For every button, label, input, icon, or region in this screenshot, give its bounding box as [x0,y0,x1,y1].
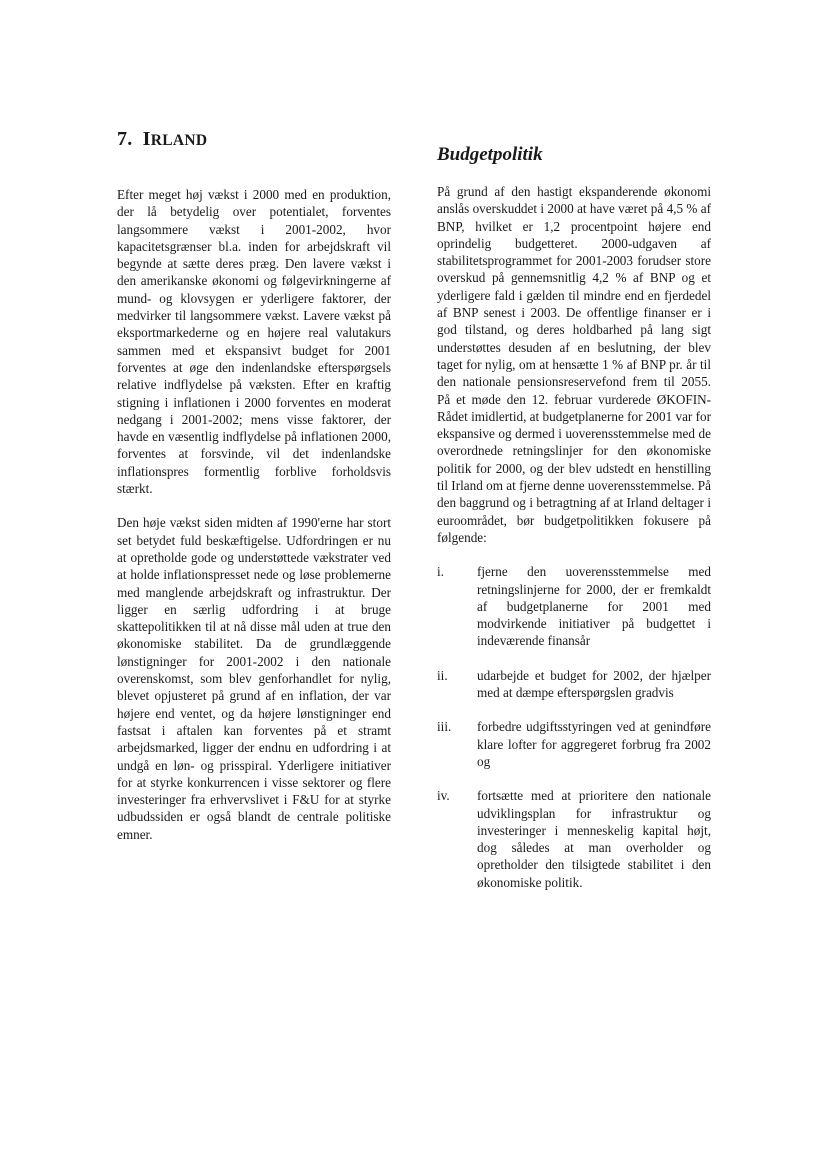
right-column [437,144,711,908]
left-paragraph-1: Efter meget høj vækst i 2000 med en produktion, der lå betydelig over potentialet, forventes langsommere vækst i 2001-2002, hvor kapacitetsgrænser bl.a. inden for arbejdskraft vil begynde at sætte deres præg. Den lavere vækst i den amerikanske økonomi og følgevirkningerne af mund- og klovsygen er yderligere faktorer, der medvirker til langsommere vækst. Lavere vækst på eksportmarkederne og en højere real valutakurs sammen med et ekspansivt budget for 2001 forventes at øge den indenlandske efterspørgsels relative indflydelse på væksten. Efter en kraftig stigning i inflationen i 2000 forventes en moderat nedgang i 2001-2002; mens visse faktorer, der havde en væsentlig indflydelse på inflationen 2000, forventes at forsvinde, vil det indenlandske inflationspres formentlig forblive forholdsvis stærkt. [117,187,391,497]
list-item-marker: iv. [437,788,450,804]
budget-policy-heading: Budgetpolitik [437,144,543,165]
list-item-text: fjerne den uoverensstemmelse med retningslinjerne for 2000, der er fremkaldt af budgetplanerne for 2001 med modvirkende initiativer på budgettet i indeværende finansår [477,564,711,649]
recommendation-list [437,563,711,891]
list-item [437,667,711,702]
list-item-text: forbedre udgiftsstyringen ved at genindføre klare lofter for aggregeret forbrug fra 2002 og [477,719,711,769]
list-item-marker: ii. [437,667,448,683]
section-title [117,128,391,151]
list-item-marker: iii. [437,719,452,735]
left-column [117,128,391,843]
list-item [437,718,711,770]
section-number: 7. [117,128,133,150]
left-paragraph-2: Den høje vækst siden midten af 1990'erne har stort set betydet fuld beskæftigelse. Udfordringen er nu at opretholde gode og understøttede vækstrater ved at holde inflationspresset nede og løse problemerne med manglende arbejdskraft og infrastruktur. Der ligger en særlig udfordring i at bruge skattepolitikken til at nå disse mål uden at true den økonomiske stabilitet. Da de grundlæggende lønstigninger for 2001-2002 i den nationale overenskomst, som blev genforhandlet for nylig, blevet opjusteret på grund af en inflation, der var højere end ventet, og da højere lønstigninger end fastsat i aftalen kan forventes på et stramt arbejdsmarked, ligger der endnu en udfordring i at undgå en løn- og prisspiral. Yderligere initiativer for at styrke konkurrencen i visse sektorer og flere investeringer fra erhvervslivet i F&U for at styrke udbudssiden er også blandt de centrale politiske emner. [117,515,391,842]
list-item-text: fortsætte med at prioritere den nationale udviklingsplan for infrastruktur og investeringer i menneskelig kapital højt, dog således at man overholder og opretholder den tilsigtede stabilitet i den økonomiske politik. [477,788,711,890]
list-item [437,563,711,649]
section-title-rest: RLAND [150,132,208,149]
right-paragraph-1: På grund af den hastigt ekspanderende økonomi anslås overskuddet i 2000 at have været på 4,5 % af BNP, hvilket er 1,2 procentpoint højere end oprindelig budgetteret. 2000-udgaven af stabilitetsprogrammet for 2001-2003 forudser store overskud på gennemsnitlig 4,2 % af BNP og et yderligere fald i gælden til mindre end en fjerdedel af BNP senest i 2003. De offentlige finanser er i god tilstand, og deres holdbarhed på lang sigt understøttes desuden af en beslutning, der blev taget for nylig, om at hensætte 1 % af BNP pr. år til den nationale pensionsreservefond frem til 2055. På et møde den 12. februar vurderede ØKOFIN-Rådet imidlertid, at budgetplanerne for 2001 var for ekspansive og dermed i uoverensstemmelse med de overordnede retningslinjer for den økonomiske politik for 2000, og der blev udstedt en henstilling til Irland om at fjerne denne uoverensstemmelse. På den baggrund og i betragtning af at Irland deltager i euroområdet, bør budgetpolitikken fokusere på følgende: [437,184,711,545]
list-item [437,787,711,891]
list-item-text: udarbejde et budget for 2002, der hjælper med at dæmpe efterspørgslen gradvis [477,667,711,701]
section-title-initial: I [142,128,151,150]
list-item-marker: i. [437,564,444,580]
